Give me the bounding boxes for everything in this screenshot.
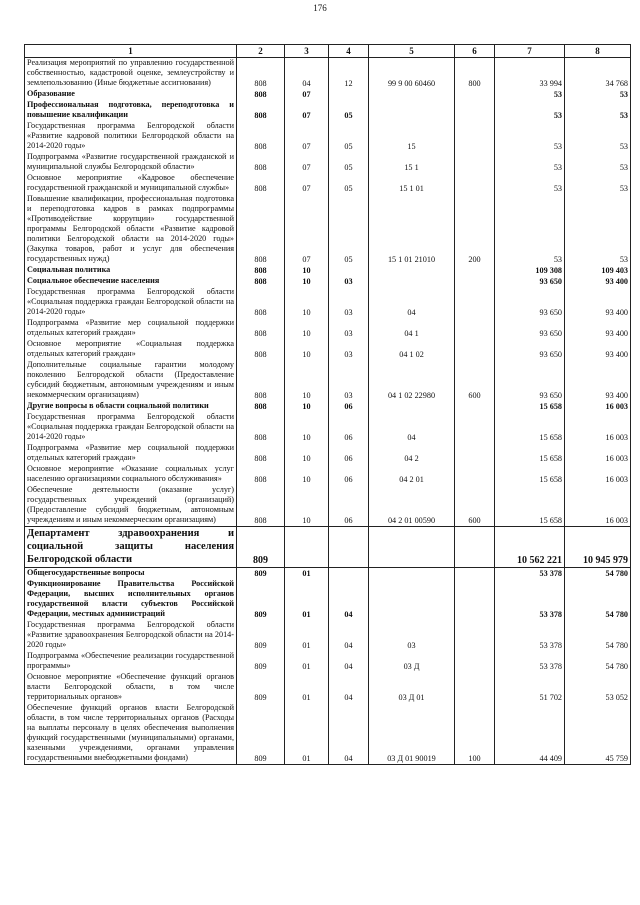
row-amount-year1: 93 650 (495, 276, 565, 287)
row-target-code: 04 2 (369, 443, 455, 464)
row-subsection-code: 04 (329, 703, 369, 765)
row-ministry-code: 808 (237, 339, 285, 360)
row-amount-year2: 16 003 (565, 401, 631, 412)
row-expense-type: 600 (455, 485, 495, 527)
row-subsection-code: 05 (329, 100, 369, 121)
table-row (25, 58, 631, 90)
row-subsection-code: 04 (329, 651, 369, 672)
row-amount-year1: 53 (495, 152, 565, 173)
header-cell: 3 (285, 45, 329, 58)
row-amount-year1: 93 650 (495, 287, 565, 318)
row-target-code: 15 1 (369, 152, 455, 173)
row-name: Государственная программа Белгородской области «Развитие здравоохранения Белгородской области на 2014-2020 годы» (25, 620, 237, 651)
row-amount-year1: 15 658 (495, 485, 565, 527)
header-cell: 5 (369, 45, 455, 58)
table-row (25, 265, 631, 276)
row-target-code (369, 579, 455, 620)
row-amount-year1: 53 (495, 173, 565, 194)
table-row (25, 464, 631, 485)
header-cell: 7 (495, 45, 565, 58)
row-subsection-code: 03 (329, 276, 369, 287)
row-name: Функционирование Правительства Российской Федерации, высших исполнительных органов государственной власти субъектов Российской Федерации, местных администраций (25, 579, 237, 620)
table-row (25, 703, 631, 765)
header-cell: 4 (329, 45, 369, 58)
budget-table (24, 44, 631, 765)
row-expense-type (455, 672, 495, 703)
row-expense-type (455, 173, 495, 194)
row-expense-type (455, 121, 495, 152)
row-name: Дополнительные социальные гарантии молодому поколению Белгородской области (Предоставление субсидий бюджетным, автономным учреждениям и иным некоммерческим организациям) (25, 360, 237, 401)
row-name: Социальное обеспечение населения (25, 276, 237, 287)
row-target-code (369, 265, 455, 276)
row-amount-year2: 16 003 (565, 443, 631, 464)
row-ministry-code: 808 (237, 412, 285, 443)
row-amount-year2: 93 400 (565, 339, 631, 360)
row-subsection-code: 03 (329, 287, 369, 318)
row-target-code (369, 276, 455, 287)
row-expense-type (455, 265, 495, 276)
table-row (25, 152, 631, 173)
row-ministry-code: 809 (237, 620, 285, 651)
row-section-code: 10 (285, 464, 329, 485)
row-name: Основное мероприятие «Социальная поддержка отдельных категорий граждан» (25, 339, 237, 360)
row-subsection-code (329, 568, 369, 580)
row-amount-year2: 93 400 (565, 276, 631, 287)
row-section-code: 07 (285, 152, 329, 173)
row-section-code: 10 (285, 412, 329, 443)
row-name: Основное мероприятие «Кадровое обеспечение государственной гражданской и муниципальной службы» (25, 173, 237, 194)
row-name: Подпрограмма «Развитие мер социальной поддержки отдельных категорий граждан» (25, 443, 237, 464)
row-subsection-code: 06 (329, 401, 369, 412)
row-amount-year1: 15 658 (495, 464, 565, 485)
row-subsection-code: 04 (329, 620, 369, 651)
row-amount-year2: 54 780 (565, 620, 631, 651)
row-subsection-code (329, 265, 369, 276)
row-ministry-code: 808 (237, 485, 285, 527)
row-amount-year1: 44 409 (495, 703, 565, 765)
table-row (25, 276, 631, 287)
row-amount-year2: 93 400 (565, 318, 631, 339)
row-ministry-code: 808 (237, 401, 285, 412)
row-amount-year2: 93 400 (565, 360, 631, 401)
row-amount-year2: 93 400 (565, 287, 631, 318)
row-expense-type: 800 (455, 58, 495, 90)
row-amount-year2: 109 403 (565, 265, 631, 276)
table-row (25, 620, 631, 651)
row-amount-year1: 109 308 (495, 265, 565, 276)
row-amount-year1: 93 650 (495, 360, 565, 401)
row-subsection-code: 05 (329, 152, 369, 173)
table-row (25, 651, 631, 672)
row-section-code: 10 (285, 443, 329, 464)
row-ministry-code: 809 (237, 703, 285, 765)
row-ministry-code: 808 (237, 276, 285, 287)
table-row (25, 485, 631, 527)
row-subsection-code: 05 (329, 121, 369, 152)
row-amount-year1: 53 378 (495, 579, 565, 620)
row-target-code (369, 401, 455, 412)
row-target-code: 15 1 01 (369, 173, 455, 194)
row-target-code (369, 100, 455, 121)
row-section-code: 04 (285, 58, 329, 90)
row-subsection-code: 03 (329, 360, 369, 401)
row-target-code: 04 (369, 412, 455, 443)
table-row (25, 568, 631, 580)
row-section-code: 01 (285, 672, 329, 703)
row-ministry-code: 809 (237, 579, 285, 620)
header-cell: 1 (25, 45, 237, 58)
row-amount-year2: 53 (565, 194, 631, 265)
row-ministry-code: 809 (237, 651, 285, 672)
row-expense-type (455, 412, 495, 443)
row-name: Подпрограмма «Развитие мер социальной поддержки отдельных категорий граждан» (25, 318, 237, 339)
row-subsection-code: 06 (329, 412, 369, 443)
row-subsection-code: 06 (329, 464, 369, 485)
row-expense-type (455, 100, 495, 121)
row-subsection-code: 05 (329, 194, 369, 265)
row-target-code: 04 1 (369, 318, 455, 339)
row-amount-year2: 53 (565, 152, 631, 173)
row-target-code (369, 527, 455, 568)
row-section-code: 10 (285, 401, 329, 412)
row-target-code: 03 Д 01 90019 (369, 703, 455, 765)
table-row (25, 89, 631, 100)
row-subsection-code: 06 (329, 443, 369, 464)
row-section-code: 10 (285, 276, 329, 287)
row-target-code: 03 Д (369, 651, 455, 672)
row-expense-type (455, 464, 495, 485)
row-ministry-code: 808 (237, 265, 285, 276)
row-expense-type: 200 (455, 194, 495, 265)
row-expense-type (455, 620, 495, 651)
row-name: Подпрограмма «Обеспечение реализации государственной программы» (25, 651, 237, 672)
row-section-code: 10 (285, 339, 329, 360)
row-name: Другие вопросы в области социальной политики (25, 401, 237, 412)
table-row (25, 173, 631, 194)
row-name: Повышение квалификации, профессиональная подготовка и переподготовка кадров в рамках подпрограммы «Противодействие коррупции» государственной программы Белгородской области «Развитие кадровой политики Белгородской области на 2014-2020 годы» (Закупка товаров, работ и услуг для обеспечения государственных нужд) (25, 194, 237, 265)
row-amount-year1: 51 702 (495, 672, 565, 703)
row-expense-type (455, 651, 495, 672)
row-target-code: 04 1 02 22980 (369, 360, 455, 401)
row-amount-year2: 16 003 (565, 464, 631, 485)
header-cell: 6 (455, 45, 495, 58)
row-amount-year1: 53 (495, 194, 565, 265)
row-expense-type (455, 152, 495, 173)
row-target-code: 04 2 01 (369, 464, 455, 485)
row-ministry-code: 808 (237, 89, 285, 100)
row-amount-year1: 93 650 (495, 318, 565, 339)
row-subsection-code: 04 (329, 579, 369, 620)
row-ministry-code: 808 (237, 173, 285, 194)
row-amount-year1: 53 378 (495, 651, 565, 672)
row-name: Обеспечение функций органов власти Белгородской области, в том числе территориальных органов (Расходы на выплаты персоналу в целях обеспечения выполнения функций государственными (муниципальными) органами, казенными учреждениями, органами управления государственными внебюджетными фондами) (25, 703, 237, 765)
row-amount-year2: 53 (565, 100, 631, 121)
row-section-code: 01 (285, 703, 329, 765)
row-expense-type (455, 401, 495, 412)
row-target-code (369, 568, 455, 580)
row-subsection-code: 12 (329, 58, 369, 90)
row-amount-year2: 34 768 (565, 58, 631, 90)
row-section-code: 01 (285, 651, 329, 672)
row-ministry-code: 808 (237, 443, 285, 464)
row-target-code: 03 (369, 620, 455, 651)
row-name: Общегосударственные вопросы (25, 568, 237, 580)
row-target-code: 15 (369, 121, 455, 152)
row-section-code (285, 527, 329, 568)
row-ministry-code: 809 (237, 568, 285, 580)
row-section-code: 07 (285, 121, 329, 152)
row-ministry-code: 808 (237, 464, 285, 485)
row-section-code: 10 (285, 265, 329, 276)
table-row (25, 194, 631, 265)
row-ministry-code: 808 (237, 318, 285, 339)
row-expense-type (455, 527, 495, 568)
row-subsection-code (329, 527, 369, 568)
row-target-code (369, 89, 455, 100)
row-name: Государственная программа Белгородской области «Социальная поддержка граждан Белгородской области на 2014-2020 годы» (25, 412, 237, 443)
row-amount-year1: 10 562 221 (495, 527, 565, 568)
table-row (25, 339, 631, 360)
row-amount-year2: 53 (565, 89, 631, 100)
row-amount-year1: 53 (495, 100, 565, 121)
header-row (25, 45, 631, 58)
row-subsection-code (329, 89, 369, 100)
table-row (25, 287, 631, 318)
row-ministry-code: 808 (237, 100, 285, 121)
row-name: Реализация мероприятий по управлению государственной собственностью, кадастровой оценке, землеустройству и землепользованию (Иные бюджетные ассигнования) (25, 58, 237, 90)
row-amount-year1: 53 (495, 121, 565, 152)
header-cell: 8 (565, 45, 631, 58)
table-row (25, 443, 631, 464)
table-row (25, 318, 631, 339)
table-row (25, 412, 631, 443)
row-amount-year2: 53 (565, 121, 631, 152)
row-amount-year2: 53 (565, 173, 631, 194)
row-ministry-code: 808 (237, 360, 285, 401)
row-target-code: 04 2 01 00590 (369, 485, 455, 527)
table-row (25, 527, 631, 568)
row-expense-type (455, 339, 495, 360)
row-section-code: 07 (285, 100, 329, 121)
table-row (25, 360, 631, 401)
row-target-code: 15 1 01 21010 (369, 194, 455, 265)
page-number: 176 (313, 3, 327, 13)
row-ministry-code: 808 (237, 194, 285, 265)
row-section-code: 07 (285, 194, 329, 265)
row-name: Государственная программа Белгородской области «Социальная поддержка граждан Белгородской области на 2014-2020 годы» (25, 287, 237, 318)
row-ministry-code: 808 (237, 152, 285, 173)
row-subsection-code: 03 (329, 339, 369, 360)
row-amount-year1: 53 378 (495, 620, 565, 651)
row-target-code: 04 (369, 287, 455, 318)
row-name: Социальная политика (25, 265, 237, 276)
row-expense-type (455, 276, 495, 287)
row-amount-year1: 15 658 (495, 443, 565, 464)
row-subsection-code: 03 (329, 318, 369, 339)
row-amount-year1: 53 378 (495, 568, 565, 580)
row-amount-year2: 45 759 (565, 703, 631, 765)
row-subsection-code: 06 (329, 485, 369, 527)
row-amount-year1: 93 650 (495, 339, 565, 360)
table-row (25, 100, 631, 121)
row-expense-type (455, 318, 495, 339)
row-ministry-code: 809 (237, 672, 285, 703)
row-amount-year1: 15 658 (495, 401, 565, 412)
row-section-code: 10 (285, 360, 329, 401)
row-subsection-code: 05 (329, 173, 369, 194)
header-cell: 2 (237, 45, 285, 58)
row-target-code: 04 1 02 (369, 339, 455, 360)
row-section-code: 10 (285, 318, 329, 339)
row-amount-year2: 16 003 (565, 412, 631, 443)
row-section-code: 01 (285, 620, 329, 651)
row-section-code: 10 (285, 485, 329, 527)
row-section-code: 01 (285, 568, 329, 580)
row-section-code: 01 (285, 579, 329, 620)
row-expense-type (455, 568, 495, 580)
row-ministry-code: 808 (237, 58, 285, 90)
row-expense-type (455, 443, 495, 464)
table-row (25, 121, 631, 152)
row-name: Подпрограмма «Развитие государственной гражданской и муниципальной службы Белгородской области» (25, 152, 237, 173)
row-expense-type: 100 (455, 703, 495, 765)
row-expense-type (455, 89, 495, 100)
row-section-code: 07 (285, 173, 329, 194)
row-amount-year2: 53 052 (565, 672, 631, 703)
row-target-code: 99 9 00 60460 (369, 58, 455, 90)
row-name: Основное мероприятие «Оказание социальных услуг населению организациями социального обслуживания» (25, 464, 237, 485)
row-ministry-code: 808 (237, 121, 285, 152)
row-amount-year2: 10 945 979 (565, 527, 631, 568)
row-section-code: 07 (285, 89, 329, 100)
row-amount-year1: 53 (495, 89, 565, 100)
row-section-code: 10 (285, 287, 329, 318)
row-amount-year1: 33 994 (495, 58, 565, 90)
row-name: Профессиональная подготовка, переподготовка и повышение квалификации (25, 100, 237, 121)
table-row (25, 579, 631, 620)
row-expense-type (455, 579, 495, 620)
row-name: Департамент здравоохранения и социальной защиты населения Белгородской области (25, 527, 237, 568)
row-amount-year1: 15 658 (495, 412, 565, 443)
row-amount-year2: 54 780 (565, 651, 631, 672)
row-amount-year2: 16 003 (565, 485, 631, 527)
row-expense-type (455, 287, 495, 318)
row-amount-year2: 54 780 (565, 579, 631, 620)
row-expense-type: 600 (455, 360, 495, 401)
row-target-code: 03 Д 01 (369, 672, 455, 703)
row-name: Государственная программа Белгородской области «Развитие кадровой политики Белгородской области на 2014-2020 годы» (25, 121, 237, 152)
row-name: Образование (25, 89, 237, 100)
row-ministry-code: 808 (237, 287, 285, 318)
table-row (25, 672, 631, 703)
row-subsection-code: 04 (329, 672, 369, 703)
row-amount-year2: 54 780 (565, 568, 631, 580)
row-name: Обеспечение деятельности (оказание услуг) государственных учреждений (организаций) (Предоставление субсидий бюджетным, автономным учреждениям и иным некоммерческим организациям) (25, 485, 237, 527)
table-row (25, 401, 631, 412)
row-name: Основное мероприятие «Обеспечение функций органов власти Белгородской области, в том числе территориальных органов» (25, 672, 237, 703)
row-ministry-code: 809 (237, 527, 285, 568)
